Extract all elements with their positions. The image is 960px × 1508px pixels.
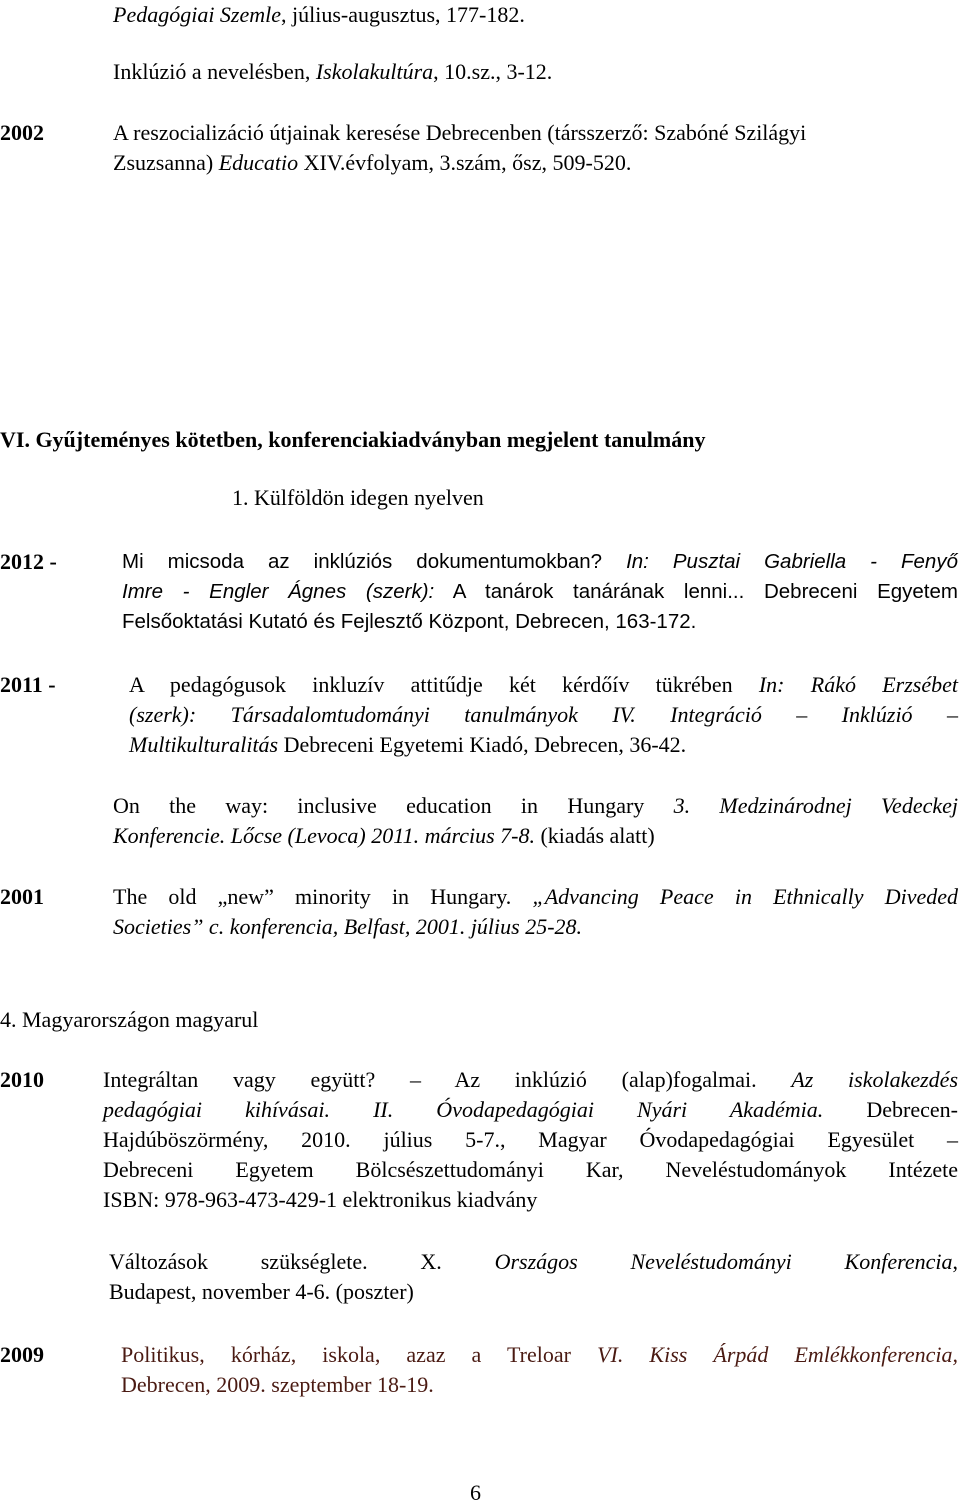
ref-text: A tanárok tanárának lenni... Debreceni Egyetem	[434, 580, 958, 603]
ref-line: Budapest, november 4-6. (poszter)	[109, 1279, 414, 1304]
ref-detail: , július-augusztus, 177-182.	[281, 2, 525, 27]
ref-detail: , 10.sz., 3-12.	[433, 59, 553, 84]
ref-2011-on-the-way	[113, 791, 958, 851]
ref-line: Hajdúböszörmény, 2010. július 5-7., Magyar Óvodapedagógiai Egyesület –	[103, 1127, 958, 1152]
page-number: 6	[470, 1480, 481, 1505]
ref-line: ISBN: 978-963-473-429-1 elektronikus kiadvány	[103, 1187, 538, 1212]
ref-italic: „Advancing Peace in Ethnically Diveded	[532, 884, 958, 909]
ref-line: Debreceni Egyetem Bölcsészettudományi Kar, Neveléstudományok Intézete	[103, 1157, 958, 1182]
ref-italic: Az iskolakezdés	[791, 1067, 959, 1092]
ref-line	[113, 912, 958, 942]
ref-text: Politikus, kórház, iskola, azaz a Treloar	[121, 1342, 598, 1367]
ref-text: A pedagógusok inkluzív attitűdje két kérdőív tükrében	[129, 672, 759, 697]
ref-2001	[113, 882, 958, 942]
ref-italic: Konferencie. Lőcse (Levoca) 2011. március 7-8.	[113, 823, 535, 848]
ref-2012	[122, 547, 958, 637]
ref-text: Változások szükséglete. X.	[109, 1249, 495, 1274]
ref-italic: Societies” c. konferencia, Belfast, 2001. július 25-28.	[113, 914, 583, 939]
ref-text: On the way: inclusive education in Hungary	[113, 793, 674, 818]
ref-text: Integráltan vagy együtt? – Az inklúzió (alap)fogalmai.	[103, 1067, 792, 1092]
journal-title: Educatio	[218, 150, 299, 175]
ref-line	[122, 547, 958, 577]
ref-italic: 3. Medzinárodnej Vedeckej	[673, 793, 958, 818]
ref-text: XIV.évfolyam, 3.szám, ősz, 509-520.	[298, 150, 632, 175]
ref-2010	[103, 1065, 958, 1215]
ref-text: ,	[952, 1249, 958, 1274]
ref-line	[129, 700, 958, 730]
ref-iskolakultura	[113, 57, 552, 87]
journal-title: Iskolakultúra	[315, 59, 434, 84]
ref-line	[103, 1095, 958, 1125]
ref-2011	[129, 670, 958, 760]
year-label: 2009	[0, 1342, 44, 1367]
ref-2009	[121, 1340, 958, 1400]
ref-line	[109, 1247, 958, 1277]
year-label: 2012 -	[0, 549, 57, 574]
year-label: 2011 -	[0, 672, 56, 697]
ref-italic: In: Pusztai Gabriella - Fenyő	[626, 550, 958, 573]
ref-line: Debrecen, 2009. szeptember 18-19.	[121, 1372, 434, 1397]
ref-line	[121, 1340, 958, 1370]
ref-italic: VI. Kiss Árpád Emlékkonferencia,	[597, 1342, 958, 1367]
year-label: 2010	[0, 1067, 44, 1092]
section-heading-vi: VI. Gyűjteményes kötetben, konferenciakiadványban megjelent tanulmány	[0, 427, 706, 452]
ref-italic: In: Rákó Erzsébet	[758, 672, 958, 697]
ref-2002-line1: A reszocializáció útjainak keresése Debrecenben (társszerző: Szabóné Szilágyi	[113, 120, 807, 145]
ref-pedagogiai-szemle	[113, 0, 525, 30]
subsection-heading-4: 4. Magyarországon magyarul	[0, 1007, 259, 1032]
ref-line	[129, 730, 958, 760]
ref-italic: (szerk): Társadalomtudományi tanulmányok IV. Integráció – Inklúzió –	[129, 702, 958, 727]
ref-text: Debreceni Egyetemi Kiadó, Debrecen, 36-42.	[278, 732, 687, 757]
ref-line	[113, 821, 958, 851]
journal-title: Pedagógiai Szemle	[113, 2, 282, 27]
ref-line	[103, 1065, 958, 1095]
ref-text: The old „new” minority in Hungary.	[113, 884, 533, 909]
ref-line	[113, 791, 958, 821]
ref-text: Zsuzsanna)	[113, 150, 219, 175]
ref-2010-valtozasok	[109, 1247, 958, 1307]
ref-italic: Országos Neveléstudományi Konferencia	[494, 1249, 953, 1274]
ref-text: Debrecen-	[823, 1097, 958, 1122]
ref-line	[122, 577, 958, 607]
ref-italic: Imre - Engler Ágnes (szerk):	[122, 580, 435, 603]
ref-title: Inklúzió a nevelésben,	[113, 59, 316, 84]
year-label: 2001	[0, 884, 44, 909]
ref-line	[113, 882, 958, 912]
year-label: 2002	[0, 120, 44, 145]
ref-line	[129, 670, 958, 700]
ref-italic: pedagógiai kihívásai. II. Óvodapedagógiai Nyári Akadémia.	[103, 1097, 824, 1122]
ref-text: (kiadás alatt)	[534, 823, 655, 848]
ref-line: Felsőoktatási Kutató és Fejlesztő Központ, Debrecen, 163-172.	[122, 610, 697, 633]
ref-text: Mi micsoda az inklúziós dokumentumokban?	[122, 550, 627, 573]
ref-italic: Multikulturalitás	[129, 732, 279, 757]
ref-2002-line2	[113, 148, 631, 178]
subsection-heading-1: 1. Külföldön idegen nyelven	[232, 485, 484, 510]
